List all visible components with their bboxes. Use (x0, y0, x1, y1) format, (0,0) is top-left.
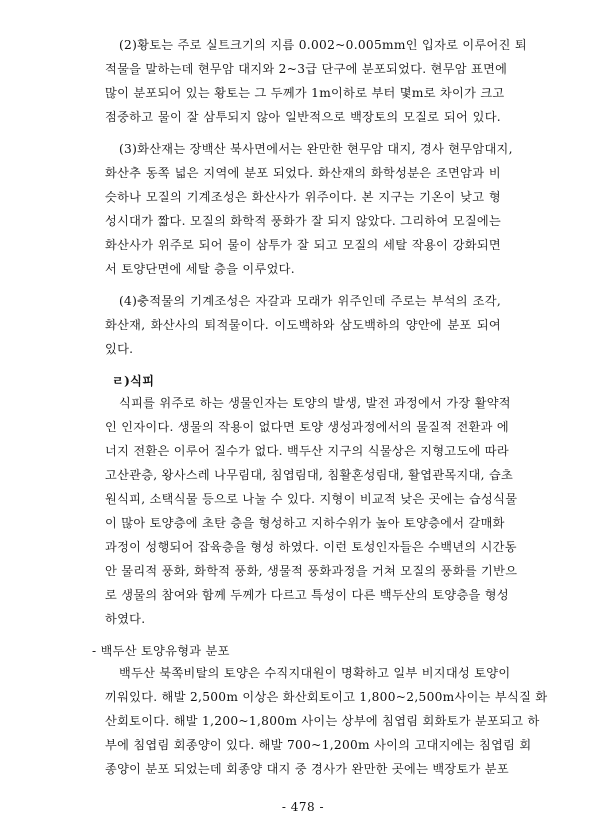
text-line: 적물을 말하는데 현무암 대지와 2~3급 단구에 분포되었다. 현무암 표면에 (105, 62, 508, 76)
text-line: 성시대가 짧다. 모질의 화학적 풍화가 잘 되지 않았다. 그리하여 모질에는 (105, 214, 502, 228)
text-line: 슷하나 모질의 기계조성은 화산사가 위주이다. 본 지구는 기온이 낮고 형 (105, 190, 501, 204)
text-line: (3)화산재는 장백산 북사면에서는 완만한 현무암 대지, 경사 현무암대지, (119, 142, 513, 156)
text-line: 끼워있다. 해발 2,500m 이상은 화산회토이고 1,800~2,500m사이는 부식질 화 (105, 690, 548, 704)
text-line: 있다. (105, 342, 134, 356)
text-line: 인 인자이다. 생물의 작용이 없다면 토양 생성과정에서의 물질적 전환과 에 (105, 420, 509, 434)
text-line: 원식피, 소택식물 등으로 나눌 수 있다. 지형이 비교적 낮은 곳에는 습성식물 (105, 492, 518, 506)
section-heading-soil-types: - 백두산 토양유형과 분포 (92, 644, 230, 658)
text-line: 화산재, 화산사의 퇴적물이다. 이도백하와 삼도백하의 양안에 분포 되여 (105, 318, 501, 332)
text-line: 너지 전환은 이루어 질수가 없다. 백두산 지구의 식물상은 지형고도에 따라 (105, 444, 509, 458)
text-line: 안 물리적 풍화, 화학적 풍화, 생물적 풍화과정을 거쳐 모질의 풍화를 기반으 (105, 564, 518, 578)
section-heading-vegetation: ㄹ)식피 (112, 374, 155, 388)
text-line: 하였다. (105, 612, 146, 626)
text-line: 고산관층, 왕사스레 나무림대, 침엽림대, 침활혼성림대, 활엽관목지대, 습초 (105, 468, 514, 482)
text-line: (2)황토는 주로 실트크기의 지름 0.002~0.005mm인 입자로 이루어진 퇴 (119, 38, 527, 52)
text-line: 서 토양단면에 세탈 층을 이루었다. (105, 262, 295, 276)
text-line: 많이 분포되어 있는 황토는 그 두께가 1m이하로 부터 몇m로 차이가 크고 (105, 86, 505, 100)
page-number: - 478 - (281, 800, 325, 814)
text-line: 로 생물의 참여와 함께 두께가 다르고 특성이 다른 백두산의 토양층을 형성 (105, 588, 509, 602)
text-line: 화산사가 위주로 되어 물이 삼투가 잘 되고 모질의 세탈 작용이 강화되면 (105, 238, 501, 252)
text-line: (4)충적물의 기계조성은 자갈과 모래가 위주인데 주로는 부석의 조각, (119, 294, 501, 308)
text-line: 식피를 위주로 하는 생물인자는 토양의 발생, 발전 과정에서 가장 활약적 (119, 396, 511, 410)
text-line: 이 많아 토양층에 초탄 층을 형성하고 지하수위가 높아 토양층에서 갈매화 (105, 516, 505, 530)
text-line: 산회토이다. 해발 1,200~1,800m 사이는 상부에 침엽림 회화토가 분포되고 하 (105, 714, 540, 728)
text-line: 백두산 북쪽비탈의 토양은 수직지대원이 명확하고 일부 비지대성 토양이 (119, 666, 511, 680)
text-line: 화산추 동쪽 넓은 지역에 분포 되었다. 화산재의 화학성분은 조면암과 비 (105, 166, 501, 180)
text-line: 부에 침엽림 회종양이 있다. 해발 700~1,200m 사이의 고대지에는 침엽림 회 (105, 738, 532, 752)
text-line: 종양이 분포 되었는데 회종양 대지 중 경사가 완만한 곳에는 백장토가 분포 (105, 762, 509, 776)
text-line: 점중하고 물이 잘 삼투되지 않아 일반적으로 백장토의 모질로 되어 있다. (105, 110, 501, 124)
text-line: 과정이 성행되어 잡육층을 형성 하였다. 이런 토성인자들은 수백년의 시간동 (105, 540, 517, 554)
